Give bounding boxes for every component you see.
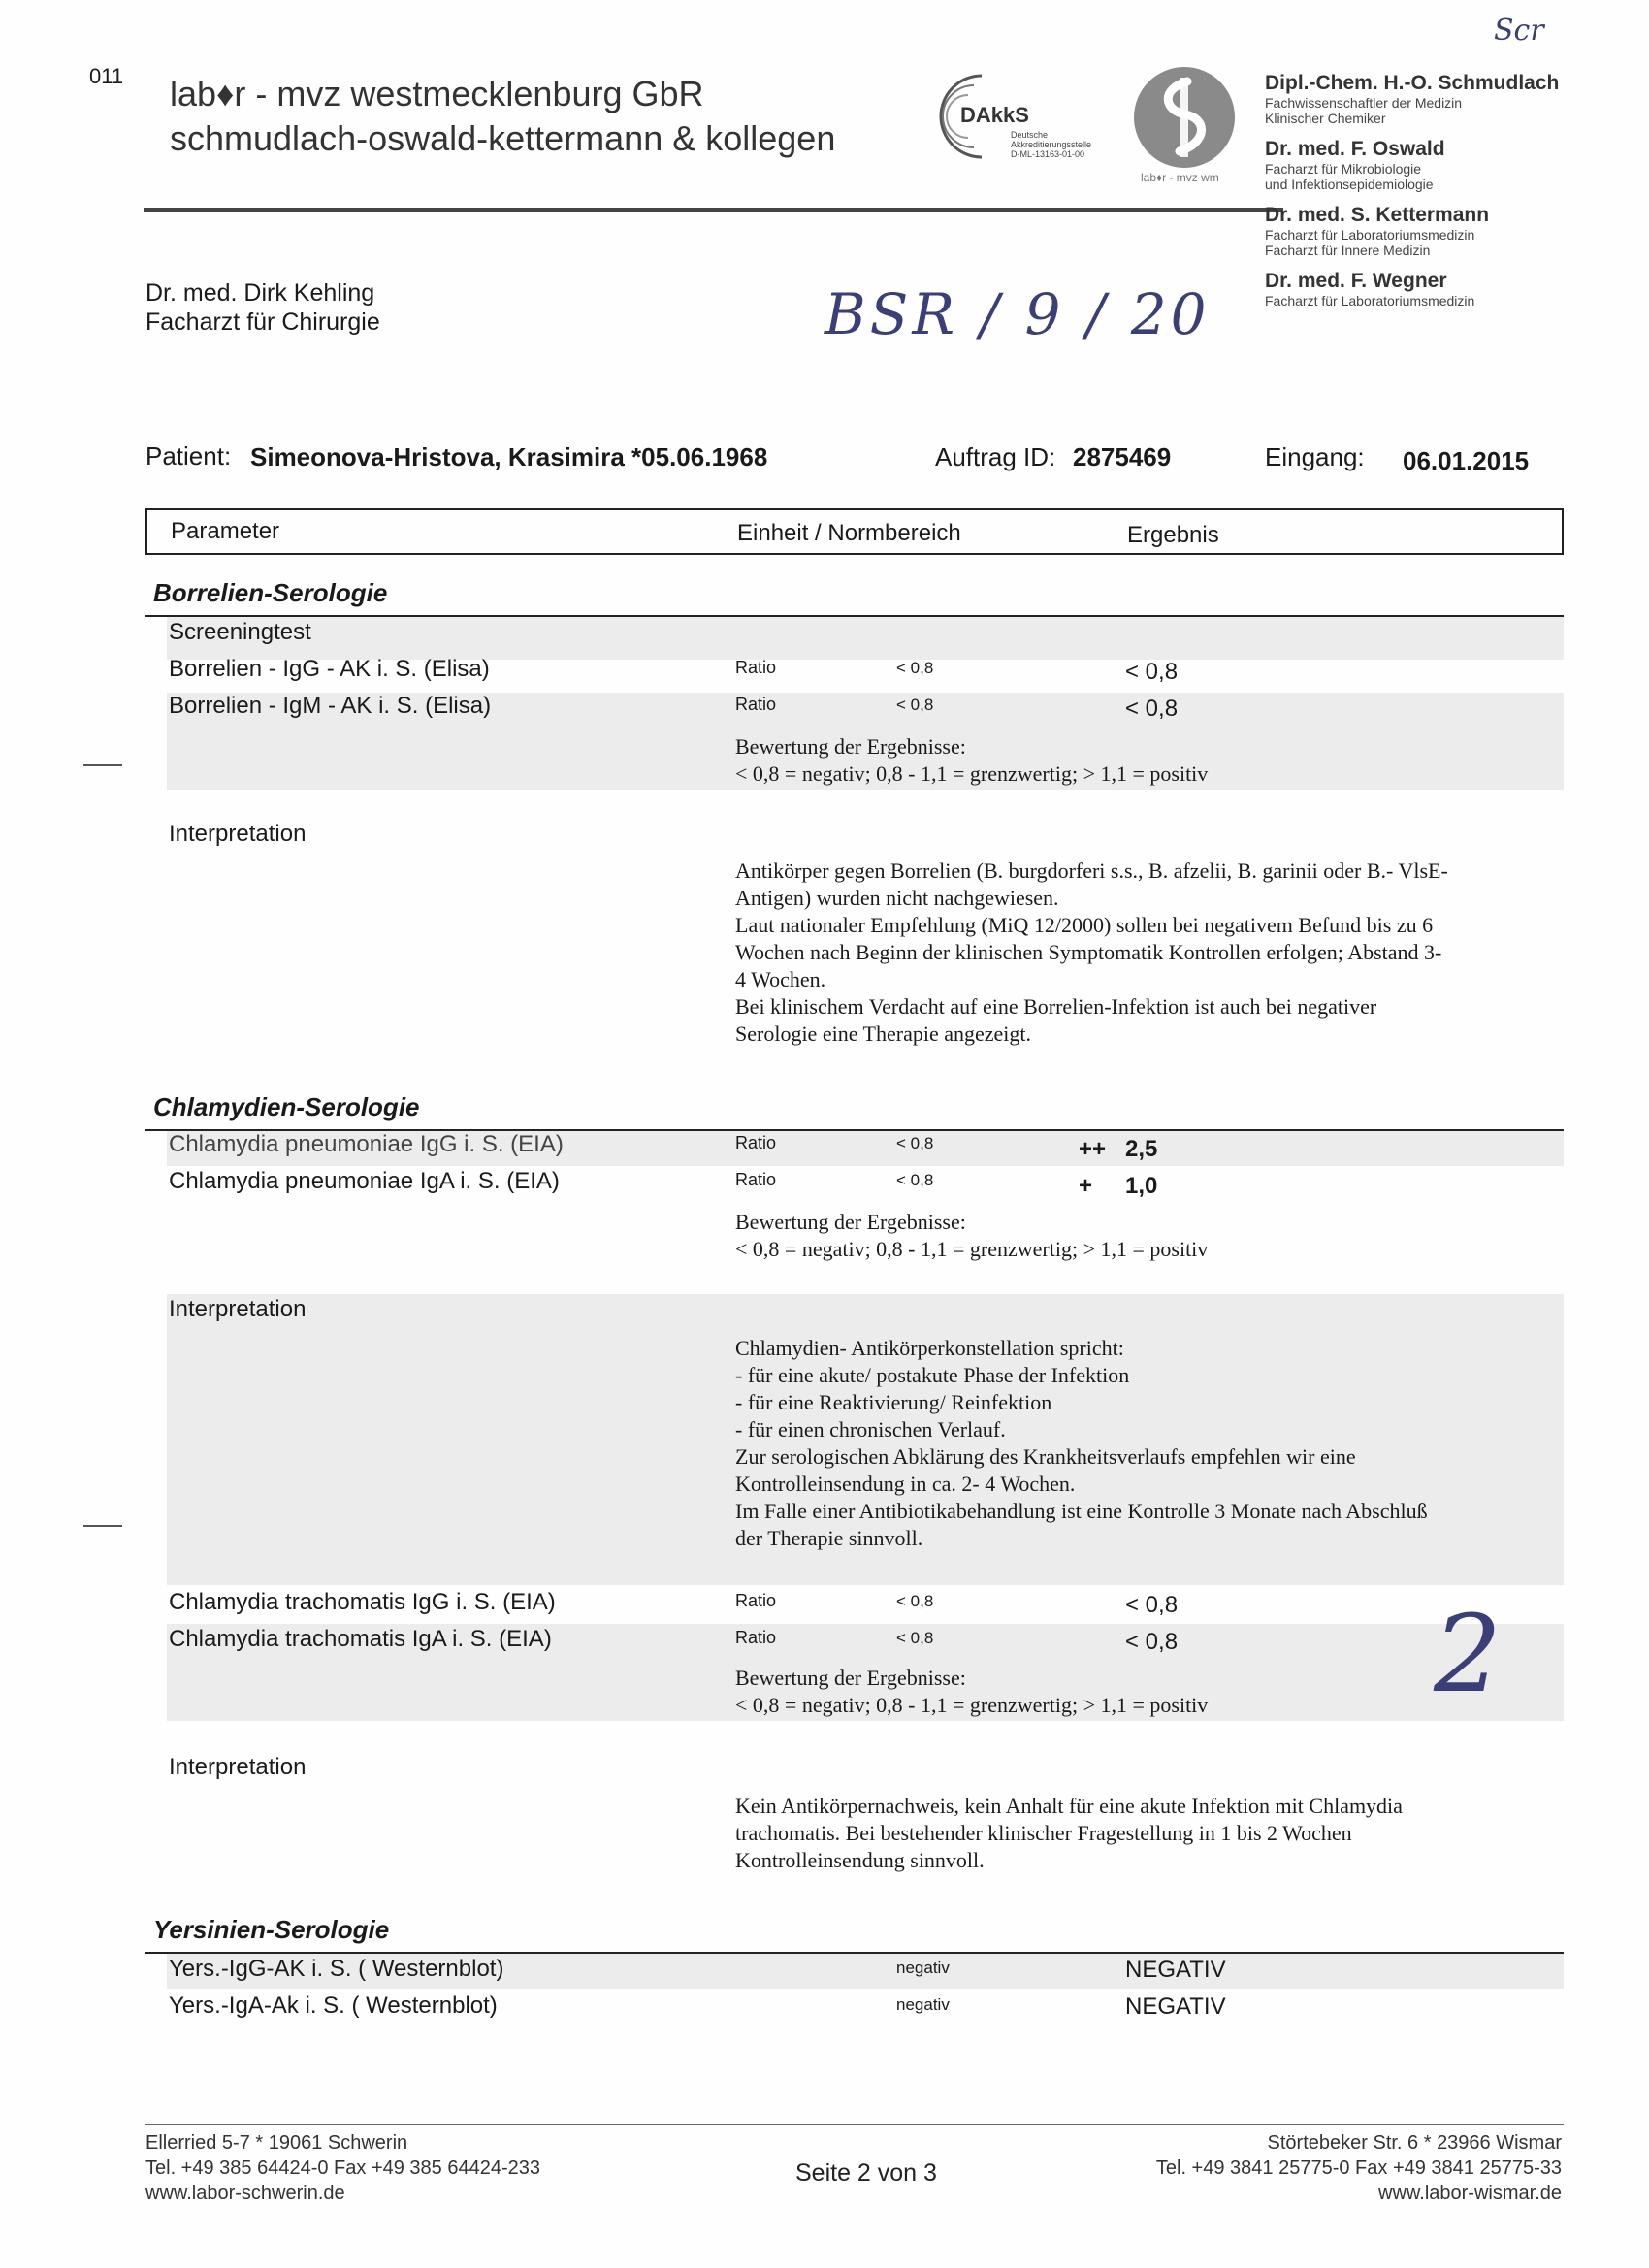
row-norm: < 0,8 xyxy=(896,1592,934,1610)
row-result: < 0,8 xyxy=(1125,659,1179,685)
interpretation-label: Interpretation xyxy=(169,1754,307,1780)
row-parameter: Chlamydia trachomatis IgA i. S. (EIA) xyxy=(169,1626,552,1652)
evaluation-title: Bewertung der Ergebnisse: xyxy=(735,1666,966,1690)
evaluation-text: < 0,8 = negativ; 0,8 - 1,1 = grenzwertig; > 1,1 = positiv xyxy=(735,1693,1209,1717)
row-norm: < 0,8 xyxy=(896,1171,934,1189)
interp-line: der Therapie sinnvoll. xyxy=(735,1526,923,1550)
footer-website: www.labor-schwerin.de xyxy=(146,2183,345,2204)
row-unit: Ratio xyxy=(735,695,777,714)
row-result: NEGATIV xyxy=(1125,1957,1226,1983)
doctor-title: Facharzt für Innere Medizin xyxy=(1265,243,1431,258)
row-result: < 0,8 xyxy=(1125,696,1179,722)
interp-line: - für eine akute/ postakute Phase der Infektion xyxy=(735,1363,1130,1387)
interp-line: Kontrolleinsendung in ca. 2- 4 Wochen. xyxy=(735,1472,1076,1496)
row-parameter: Borrelien - IgM - AK i. S. (Elisa) xyxy=(169,693,492,719)
footer-divider xyxy=(146,2124,1564,2125)
evaluation-title: Bewertung der Ergebnisse: xyxy=(735,1210,966,1234)
row-result: < 0,8 xyxy=(1125,1629,1179,1655)
dakks-title: DAkkS xyxy=(960,103,1029,127)
row-unit: Ratio xyxy=(735,1591,777,1610)
doctor-4 xyxy=(1265,270,1633,308)
row-parameter: Yers.-IgG-AK i. S. ( Westernblot) xyxy=(169,1956,504,1982)
margin-mark xyxy=(83,764,122,766)
col-result: Ergebnis xyxy=(1127,522,1219,548)
interp-line: Wochen nach Beginn der klinischen Symptomatik Kontrollen erfolgen; Abstand 3- xyxy=(735,940,1442,964)
doctors-list xyxy=(1265,72,1633,308)
interp-line: Im Falle einer Antibiotikabehandlung ist eine Kontrolle 3 Monate nach Abschluß xyxy=(735,1499,1428,1523)
footer-left xyxy=(146,2130,540,2206)
interp-line: Kein Antikörpernachweis, kein Anhalt für eine akute Infektion mit Chlamydia xyxy=(735,1794,1403,1818)
doctor-title: und Infektionsepidemiologie xyxy=(1265,177,1434,192)
received-label: Eingang: xyxy=(1265,442,1365,471)
interp-line: Kontrolleinsendung sinnvoll. xyxy=(735,1848,985,1872)
interpretation-text xyxy=(735,858,1569,1048)
doctor-title: Facharzt für Laboratoriumsmedizin xyxy=(1265,293,1475,308)
interp-line: trachomatis. Bei bestehender klinischer Fragestellung in 1 bis 2 Wochen xyxy=(735,1821,1352,1845)
row-flag: ++ xyxy=(1079,1136,1107,1162)
doctor-title: Klinischer Chemiker xyxy=(1265,111,1386,126)
dakks-line2: Akkreditierungsstelle xyxy=(1011,140,1092,149)
row-norm: < 0,8 xyxy=(896,1629,934,1647)
page-indicator: Seite 2 von 3 xyxy=(795,2159,937,2187)
row-unit: Ratio xyxy=(735,1133,777,1152)
evaluation-title: Bewertung der Ergebnisse: xyxy=(735,734,966,759)
footer-phone: Tel. +49 3841 25775-0 Fax +49 3841 25775-33 xyxy=(1155,2157,1562,2179)
lab-name-line2: schmudlach-oswald-kettermann & kollegen xyxy=(170,118,836,158)
recipient-name: Dr. med. Dirk Kehling xyxy=(146,279,375,307)
doctor-3 xyxy=(1265,204,1633,258)
doctor-1 xyxy=(1265,72,1633,126)
interp-line: Antigen) wurden nicht nachgewiesen. xyxy=(735,886,1059,910)
doctor-title: Facharzt für Laboratoriumsmedizin xyxy=(1265,227,1475,243)
row-norm: < 0,8 xyxy=(896,1134,934,1152)
row-shade xyxy=(167,617,1564,660)
interp-line: Laut nationaler Empfehlung (MiQ 12/2000) sollen bei negativem Befund bis zu 6 xyxy=(735,913,1434,937)
order-id: 2875469 xyxy=(1073,442,1172,471)
margin-mark xyxy=(83,1525,122,1527)
col-unit-range: Einheit / Normbereich xyxy=(737,520,961,546)
interp-line: Antikörper gegen Borrelien (B. burgdorferi s.s., B. afzelii, B. garinii oder B.- VlsE- xyxy=(735,859,1448,883)
footer-website: www.labor-wismar.de xyxy=(1378,2183,1562,2204)
section-title-yersinien: Yersinien-Serologie xyxy=(153,1915,390,1944)
interpretation-text xyxy=(735,1793,1569,1874)
row-flag: + xyxy=(1079,1173,1093,1199)
doctor-name: Dr. med. F. Wegner xyxy=(1265,270,1447,292)
doctor-title: Fachwissenschaftler der Medizin xyxy=(1265,95,1463,111)
footer-address: Ellerried 5-7 * 19061 Schwerin xyxy=(146,2132,408,2154)
doctor-name: Dr. med. S. Kettermann xyxy=(1265,204,1490,226)
screening-label: Screeningtest xyxy=(169,619,311,645)
caduceus-logo-icon xyxy=(1131,64,1238,171)
interp-line: Zur serologischen Abklärung des Krankheitsverlaufs empfehlen wir eine xyxy=(735,1444,1356,1469)
handwritten-initials: Scr xyxy=(1494,14,1544,48)
footer-right xyxy=(970,2130,1562,2206)
interp-line: - für eine Reaktivierung/ Reinfektion xyxy=(735,1390,1052,1414)
lab-logo-caption: lab♦r - mvz wm xyxy=(1141,171,1219,184)
evaluation-text: < 0,8 = negativ; 0,8 - 1,1 = grenzwertig; > 1,1 = positiv xyxy=(735,761,1209,786)
dakks-line1: Deutsche xyxy=(1011,130,1049,140)
section-title-chlamydien: Chlamydien-Serologie xyxy=(153,1092,420,1121)
row-parameter: Chlamydia pneumoniae IgG i. S. (EIA) xyxy=(169,1131,564,1157)
row-result: NEGATIV xyxy=(1125,1993,1226,2020)
row-unit: Ratio xyxy=(735,1170,777,1189)
row-unit: Ratio xyxy=(735,1628,777,1647)
row-parameter: Chlamydia pneumoniae IgA i. S. (EIA) xyxy=(169,1168,560,1194)
doctor-name: Dr. med. F. Oswald xyxy=(1265,138,1445,160)
interpretation-label: Interpretation xyxy=(169,1296,307,1322)
interp-line: - für einen chronischen Verlauf. xyxy=(735,1417,1006,1442)
patient-name: Simeonova-Hristova, Krasimira *05.06.1968 xyxy=(250,442,768,471)
recipient-title: Facharzt für Chirurgie xyxy=(146,308,380,336)
row-result: 1,0 xyxy=(1125,1173,1158,1199)
handwritten-reference: BSR / 9 / 20 xyxy=(824,281,1211,347)
dakks-line3: D-ML-13163-01-00 xyxy=(1011,149,1085,159)
handwritten-mark: 2 xyxy=(1434,1592,1502,1716)
row-parameter: Chlamydia trachomatis IgG i. S. (EIA) xyxy=(169,1589,556,1615)
dakks-logo xyxy=(933,68,1117,175)
row-result: < 0,8 xyxy=(1125,1592,1179,1618)
patient-label: Patient: xyxy=(146,441,232,470)
interp-line: Bei klinischem Verdacht auf eine Borrelien-Infektion ist auch bei negativer xyxy=(735,994,1377,1019)
lab-name-line1: lab♦r - mvz westmecklenburg GbR xyxy=(170,74,704,113)
table-header xyxy=(146,508,1564,555)
row-norm: < 0,8 xyxy=(896,696,934,714)
doctor-name: Dipl.-Chem. H.-O. Schmudlach xyxy=(1265,72,1560,94)
received-date: 06.01.2015 xyxy=(1403,446,1530,475)
row-norm: negativ xyxy=(896,1995,950,2014)
row-norm: < 0,8 xyxy=(896,659,934,677)
col-parameter: Parameter xyxy=(171,518,280,544)
interp-line: 4 Wochen. xyxy=(735,967,826,991)
row-parameter: Yers.-IgA-Ak i. S. ( Westernblot) xyxy=(169,1993,498,2019)
footer-address: Störtebeker Str. 6 * 23966 Wismar xyxy=(1267,2132,1562,2154)
row-norm: negativ xyxy=(896,1959,950,1977)
doctor-2 xyxy=(1265,138,1633,192)
interp-line: Serologie eine Therapie angezeigt. xyxy=(735,1021,1032,1046)
header-divider xyxy=(144,208,1283,212)
row-unit: Ratio xyxy=(735,658,777,677)
row-parameter: Borrelien - IgG - AK i. S. (Elisa) xyxy=(169,656,490,682)
order-label: Auftrag ID: xyxy=(935,442,1056,471)
interp-line: Chlamydien- Antikörperkonstellation spricht: xyxy=(735,1336,1124,1360)
interpretation-label: Interpretation xyxy=(169,821,307,847)
doctor-title: Facharzt für Mikrobiologie xyxy=(1265,161,1422,177)
footer-phone: Tel. +49 385 64424-0 Fax +49 385 64424-233 xyxy=(146,2157,540,2179)
page-mark: 011 xyxy=(89,64,124,88)
lab-logo xyxy=(1127,64,1244,190)
row-result: 2,5 xyxy=(1125,1136,1158,1162)
interpretation-text xyxy=(735,1335,1569,1552)
evaluation-text: < 0,8 = negativ; 0,8 - 1,1 = grenzwertig; > 1,1 = positiv xyxy=(735,1237,1209,1261)
section-title-borrelien: Borrelien-Serologie xyxy=(153,578,388,607)
